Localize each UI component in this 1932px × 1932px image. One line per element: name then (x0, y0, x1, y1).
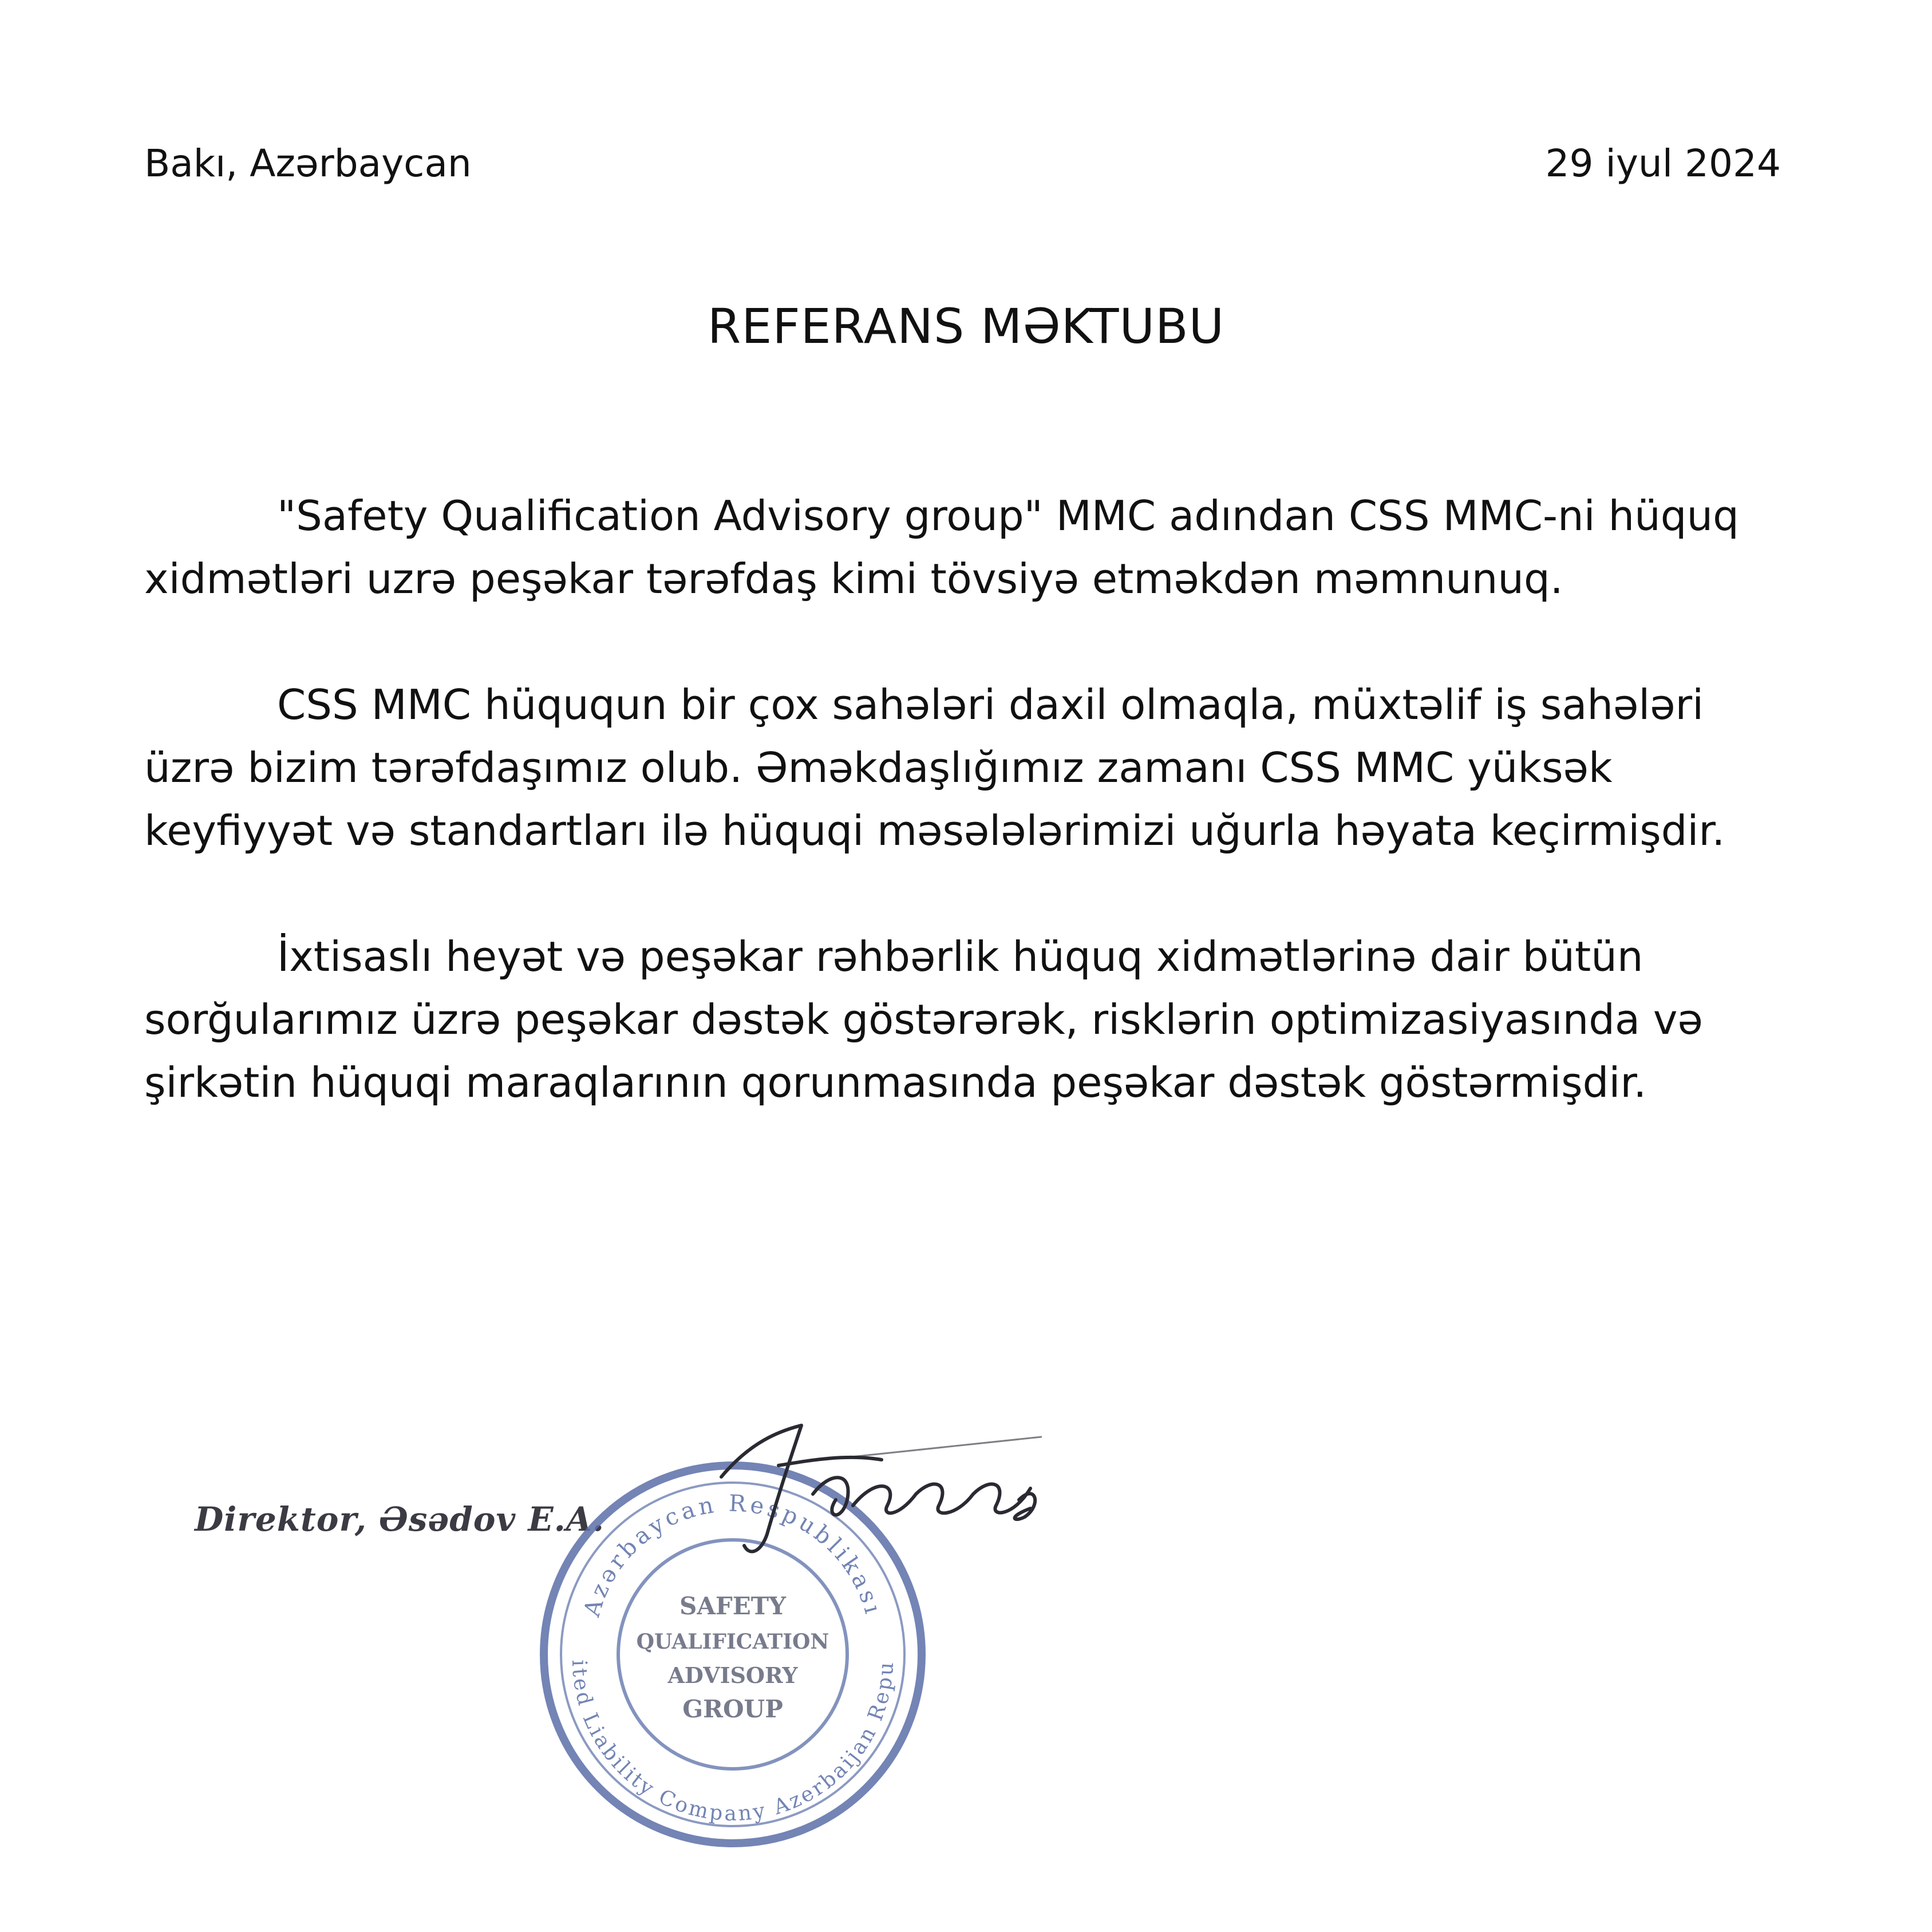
stamp-ring-bottom-text: ited Liability Company Azerbaijan Repu (567, 1659, 899, 1826)
stamp-ring-top-text: Azərbaycan Respublikası (578, 1490, 887, 1620)
body-paragraph-2: CSS MMC hüququn bir çox sahələri daxil olmaqla, müxtəlif iş sahələri üzrə bizim tərəfdaşımız olub. Əməkdaşlığımız zamanı CSS MMC yüksək keyfiyyət və standartları ilə hüquqi məsələlərimizi uğurla həyata keçirmişdir. (144, 681, 1725, 855)
signature-block (195, 1408, 1454, 1901)
body-paragraph-3: İxtisaslı heyət və peşəkar rəhbərlik hüquq xidmətlərinə dair bütün sorğularımız üzrə peşəkar dəstək göstərərək, risklərin optimizasiyasında və şirkətin hüquqi maraqlarının qorunmasında peşəkar dəstək göstərmişdir. (144, 933, 1703, 1107)
stamp-line-1: SAFETY (679, 1592, 786, 1620)
body-paragraph-1: "Safety Qualification Advisory group" MMC adından CSS MMC-ni hüquq xidmətləri uzrə peşəkar tərəfdaş kimi tövsiyə etməkdən məmnunuq. (144, 492, 1739, 603)
stamp-line-2: QUALIFICATION (636, 1630, 829, 1654)
stamp-line-4: GROUP (682, 1695, 783, 1723)
signatory-label: Direktor, Əsədov E.A. (195, 1500, 605, 1539)
letter-body (144, 484, 1793, 1177)
place-line: Bakı, Azərbaycan (144, 141, 472, 185)
letter-date: 29 iyul 2024 (1545, 141, 1781, 185)
stamp-center-text (637, 1592, 829, 1723)
stamp-graphic (481, 1408, 1042, 1901)
stamp-outer-ring (544, 1465, 922, 1843)
letter-title: REFERANS MƏKTUBU (707, 298, 1225, 354)
stamp-line-3: ADVISORY (667, 1662, 798, 1688)
company-stamp (481, 1408, 1042, 1901)
stamp-inner-ring (618, 1540, 847, 1769)
stamp-middle-ring (561, 1483, 904, 1826)
